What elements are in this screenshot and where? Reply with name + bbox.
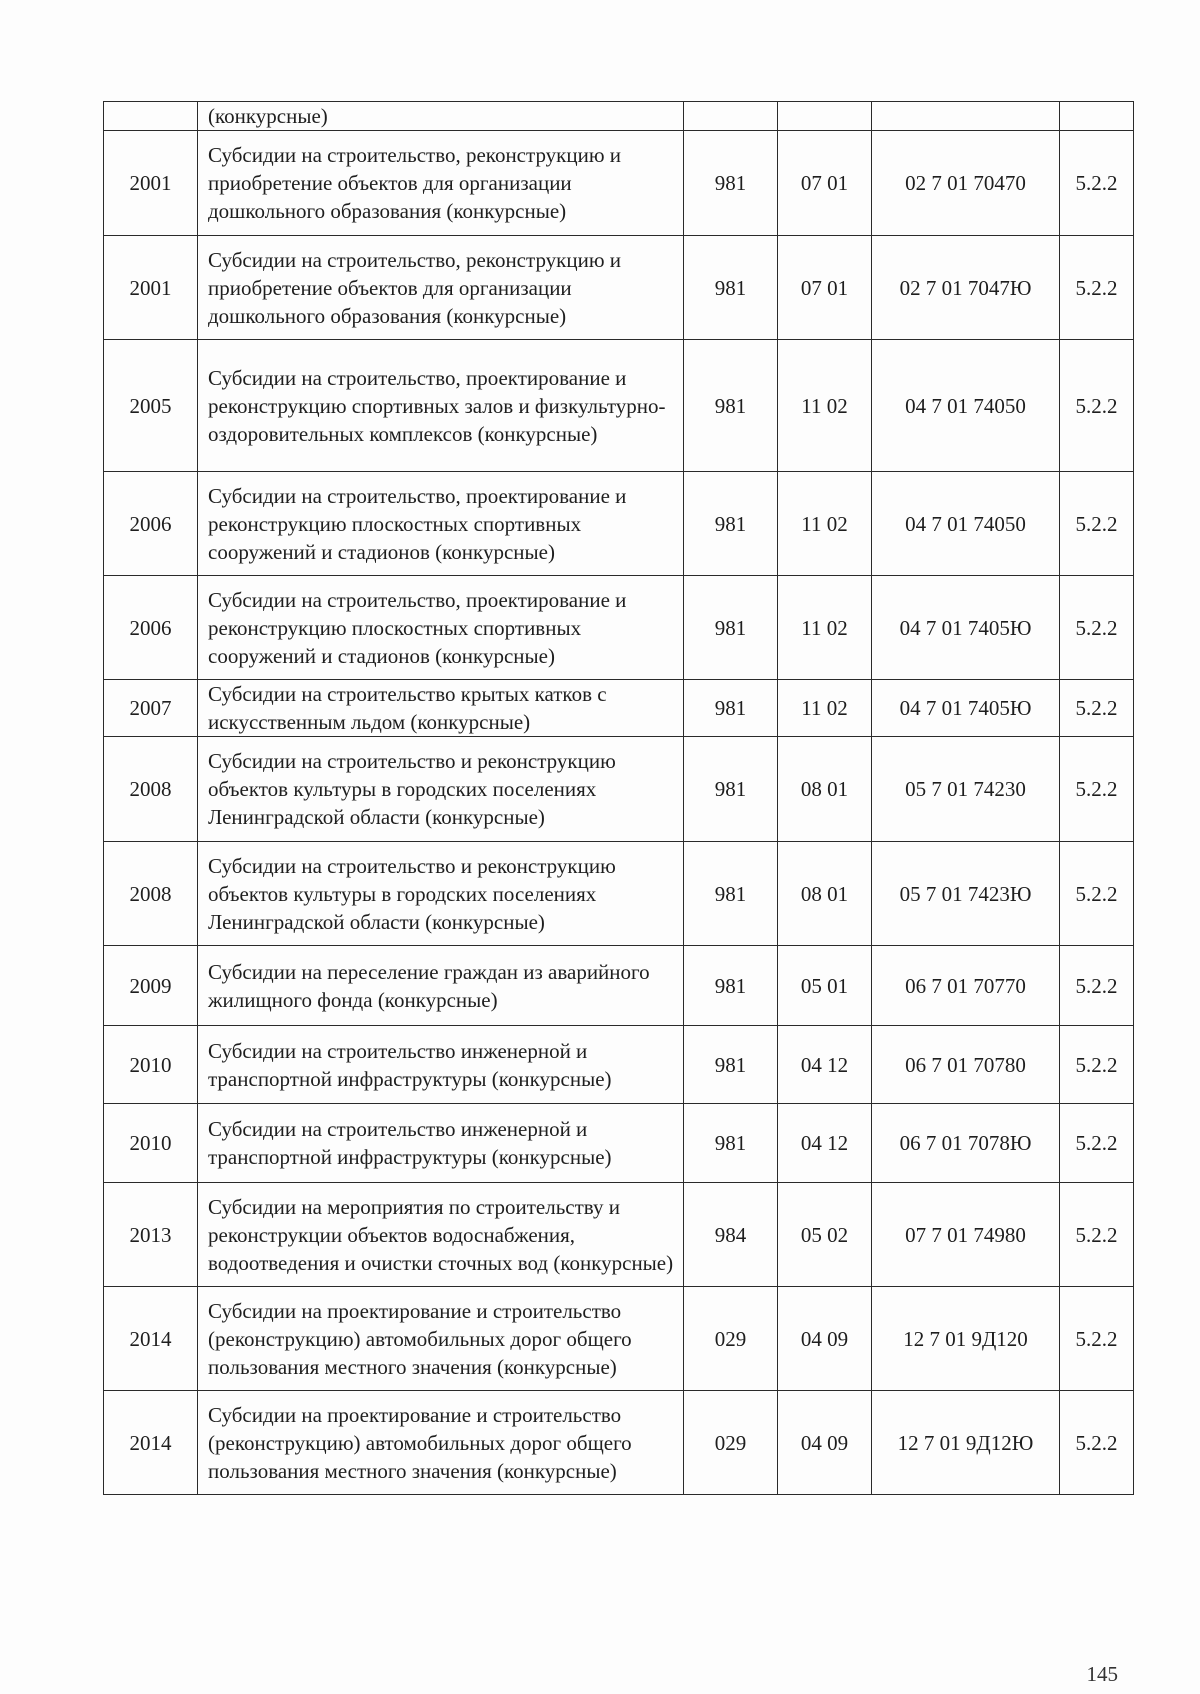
cell-reference: 5.2.2 xyxy=(1060,1391,1134,1495)
cell-description: (конкурсные) xyxy=(198,102,684,131)
cell-description: Субсидии на строительство и реконструкцию объектов культуры в городских поселениях Ленинградской области (конкурсные) xyxy=(198,842,684,946)
cell-admin-code: 981 xyxy=(684,680,778,737)
table-row xyxy=(104,1104,1134,1183)
cell-description: Субсидии на проектирование и строительство (реконструкцию) автомобильных дорог общего пользования местного значения (конкурсные) xyxy=(198,1391,684,1495)
budget-table xyxy=(103,101,1134,1495)
cell-section-code: 05 02 xyxy=(778,1183,872,1287)
cell-section-code: 11 02 xyxy=(778,472,872,576)
cell-admin-code: 029 xyxy=(684,1287,778,1391)
table-row xyxy=(104,1287,1134,1391)
cell-reference: 5.2.2 xyxy=(1060,1026,1134,1104)
cell-reference: 5.2.2 xyxy=(1060,1183,1134,1287)
cell-reference: 5.2.2 xyxy=(1060,842,1134,946)
cell-admin-code: 981 xyxy=(684,946,778,1026)
cell-section-code: 07 01 xyxy=(778,236,872,340)
table-body xyxy=(104,102,1134,1495)
cell-admin-code: 981 xyxy=(684,576,778,680)
table-row xyxy=(104,472,1134,576)
cell-reference: 5.2.2 xyxy=(1060,680,1134,737)
cell-description: Субсидии на строительство инженерной и транспортной инфраструктуры (конкурсные) xyxy=(198,1026,684,1104)
cell-target-code: 05 7 01 74230 xyxy=(872,737,1060,842)
cell-target-code xyxy=(872,102,1060,131)
table-row xyxy=(104,131,1134,236)
cell-target-code: 06 7 01 7078Ю xyxy=(872,1104,1060,1183)
cell-section-code: 04 12 xyxy=(778,1026,872,1104)
cell-description: Субсидии на строительство крытых катков с искусственным льдом (конкурсные) xyxy=(198,680,684,737)
cell-code: 2005 xyxy=(104,340,198,472)
cell-section-code: 04 09 xyxy=(778,1287,872,1391)
cell-reference: 5.2.2 xyxy=(1060,946,1134,1026)
cell-section-code: 11 02 xyxy=(778,340,872,472)
table-row xyxy=(104,1391,1134,1495)
cell-reference: 5.2.2 xyxy=(1060,131,1134,236)
cell-description: Субсидии на строительство, реконструкцию и приобретение объектов для организации дошкольного образования (конкурсные) xyxy=(198,131,684,236)
cell-code xyxy=(104,102,198,131)
table-row xyxy=(104,842,1134,946)
cell-target-code: 06 7 01 70780 xyxy=(872,1026,1060,1104)
cell-description: Субсидии на проектирование и строительство (реконструкцию) автомобильных дорог общего пользования местного значения (конкурсные) xyxy=(198,1287,684,1391)
cell-admin-code: 029 xyxy=(684,1391,778,1495)
cell-admin-code: 981 xyxy=(684,131,778,236)
cell-code: 2010 xyxy=(104,1104,198,1183)
cell-target-code: 02 7 01 7047Ю xyxy=(872,236,1060,340)
cell-target-code: 06 7 01 70770 xyxy=(872,946,1060,1026)
cell-reference: 5.2.2 xyxy=(1060,1104,1134,1183)
cell-description: Субсидии на строительство, проектирование и реконструкцию плоскостных спортивных сооружений и стадионов (конкурсные) xyxy=(198,472,684,576)
cell-section-code: 04 12 xyxy=(778,1104,872,1183)
cell-description: Субсидии на строительство, реконструкцию и приобретение объектов для организации дошкольного образования (конкурсные) xyxy=(198,236,684,340)
table-row xyxy=(104,102,1134,131)
cell-reference: 5.2.2 xyxy=(1060,1287,1134,1391)
cell-description: Субсидии на строительство и реконструкцию объектов культуры в городских поселениях Ленинградской области (конкурсные) xyxy=(198,737,684,842)
cell-code: 2013 xyxy=(104,1183,198,1287)
cell-reference: 5.2.2 xyxy=(1060,576,1134,680)
cell-admin-code: 981 xyxy=(684,737,778,842)
cell-section-code: 05 01 xyxy=(778,946,872,1026)
cell-admin-code: 981 xyxy=(684,236,778,340)
cell-code: 2009 xyxy=(104,946,198,1026)
cell-target-code: 07 7 01 74980 xyxy=(872,1183,1060,1287)
cell-description: Субсидии на строительство, проектирование и реконструкцию плоскостных спортивных сооружений и стадионов (конкурсные) xyxy=(198,576,684,680)
table-row xyxy=(104,946,1134,1026)
cell-code: 2001 xyxy=(104,131,198,236)
cell-reference: 5.2.2 xyxy=(1060,472,1134,576)
table-row xyxy=(104,737,1134,842)
cell-description: Субсидии на строительство, проектирование и реконструкцию спортивных залов и физкультурно-оздоровительных комплексов (конкурсные) xyxy=(198,340,684,472)
cell-code: 2001 xyxy=(104,236,198,340)
cell-section-code: 08 01 xyxy=(778,737,872,842)
cell-code: 2014 xyxy=(104,1391,198,1495)
cell-reference: 5.2.2 xyxy=(1060,236,1134,340)
table-row xyxy=(104,236,1134,340)
cell-description: Субсидии на мероприятия по строительству и реконструкции объектов водоснабжения, водоотведения и очистки сточных вод (конкурсные) xyxy=(198,1183,684,1287)
cell-section-code: 11 02 xyxy=(778,680,872,737)
cell-section-code: 08 01 xyxy=(778,842,872,946)
cell-target-code: 05 7 01 7423Ю xyxy=(872,842,1060,946)
cell-admin-code xyxy=(684,102,778,131)
cell-reference: 5.2.2 xyxy=(1060,340,1134,472)
cell-admin-code: 981 xyxy=(684,1104,778,1183)
cell-target-code: 02 7 01 70470 xyxy=(872,131,1060,236)
cell-code: 2007 xyxy=(104,680,198,737)
cell-code: 2006 xyxy=(104,472,198,576)
table-row xyxy=(104,340,1134,472)
cell-target-code: 04 7 01 74050 xyxy=(872,472,1060,576)
cell-code: 2010 xyxy=(104,1026,198,1104)
page-number: 145 xyxy=(1086,1662,1118,1686)
cell-section-code: 04 09 xyxy=(778,1391,872,1495)
cell-target-code: 04 7 01 7405Ю xyxy=(872,576,1060,680)
cell-target-code: 04 7 01 74050 xyxy=(872,340,1060,472)
cell-admin-code: 981 xyxy=(684,472,778,576)
cell-admin-code: 981 xyxy=(684,842,778,946)
cell-code: 2008 xyxy=(104,842,198,946)
cell-section-code: 07 01 xyxy=(778,131,872,236)
cell-reference: 5.2.2 xyxy=(1060,737,1134,842)
cell-reference xyxy=(1060,102,1134,131)
table-row xyxy=(104,1183,1134,1287)
cell-code: 2006 xyxy=(104,576,198,680)
cell-description: Субсидии на переселение граждан из аварийного жилищного фонда (конкурсные) xyxy=(198,946,684,1026)
cell-admin-code: 981 xyxy=(684,1026,778,1104)
cell-description: Субсидии на строительство инженерной и транспортной инфраструктуры (конкурсные) xyxy=(198,1104,684,1183)
cell-admin-code: 984 xyxy=(684,1183,778,1287)
cell-code: 2014 xyxy=(104,1287,198,1391)
cell-admin-code: 981 xyxy=(684,340,778,472)
cell-section-code: 11 02 xyxy=(778,576,872,680)
cell-code: 2008 xyxy=(104,737,198,842)
cell-section-code xyxy=(778,102,872,131)
table-row xyxy=(104,576,1134,680)
table-row xyxy=(104,680,1134,737)
cell-target-code: 12 7 01 9Д12Ю xyxy=(872,1391,1060,1495)
cell-target-code: 12 7 01 9Д120 xyxy=(872,1287,1060,1391)
table-row xyxy=(104,1026,1134,1104)
cell-target-code: 04 7 01 7405Ю xyxy=(872,680,1060,737)
